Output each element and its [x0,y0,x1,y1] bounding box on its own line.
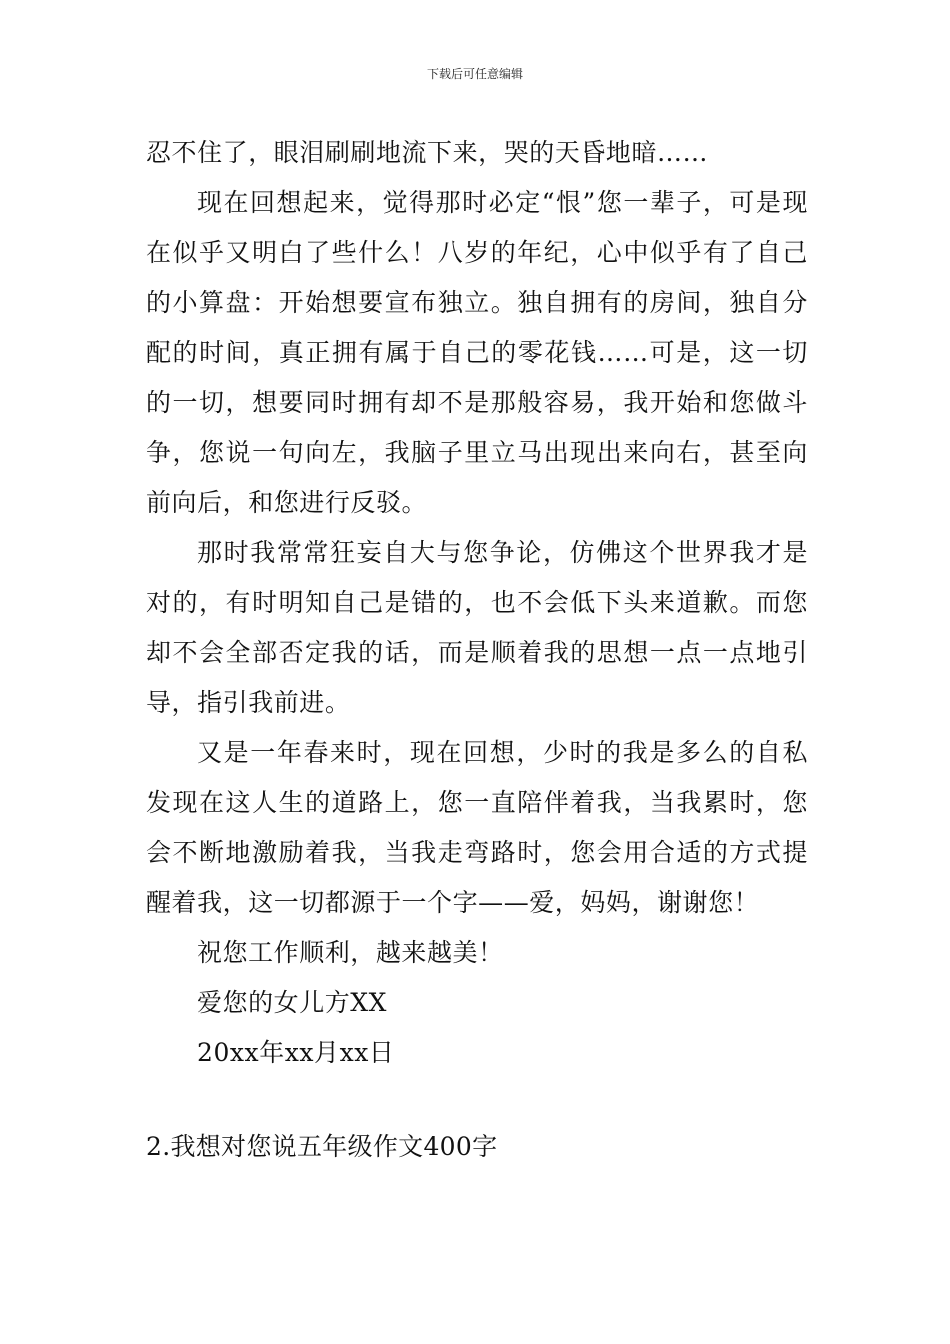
paragraph: 又是一年春来时，现在回想，少时的我是多么的自私发现在这人生的道路上，您一直陪伴着我，当我累时，您会不断地激励着我，当我走弯路时，您会用合适的方式提醒着我，这一切都源于一个字——爱，妈妈，谢谢您！ [146,738,808,917]
signature: 爱您的女儿方XX [197,988,387,1017]
letter-date: 20xx年xx月xx日 [197,1038,395,1067]
closing-wish: 祝您工作顺利，越来越美！ [197,938,504,967]
section-heading: 2.我想对您说五年级作文400字 [146,1132,498,1161]
letter-body [146,128,808,1078]
paragraph-continuation: 忍不住了，眼泪刷刷地流下来，哭的天昏地暗…… [146,138,709,167]
paragraph: 那时我常常狂妄自大与您争论，仿佛这个世界我才是对的，有时明知自己是错的，也不会低下头来道歉。而您却不会全部否定我的话，而是顺着我的思想一点一点地引导，指引我前进。 [146,538,808,717]
paragraph: 现在回想起来，觉得那时必定“恨”您一辈子，可是现在似乎又明白了些什么！八岁的年纪，心中似乎有了自己的小算盘：开始想要宣布独立。独自拥有的房间，独自分配的时间，真正拥有属于自己的零花钱……可是，这一切的一切，想要同时拥有却不是那般容易，我开始和您做斗争，您说一句向左，我脑子里立马出现出来向右，甚至向前向后，和您进行反驳。 [146,188,808,517]
page-header-note: 下载后可任意编辑 [426,67,523,81]
